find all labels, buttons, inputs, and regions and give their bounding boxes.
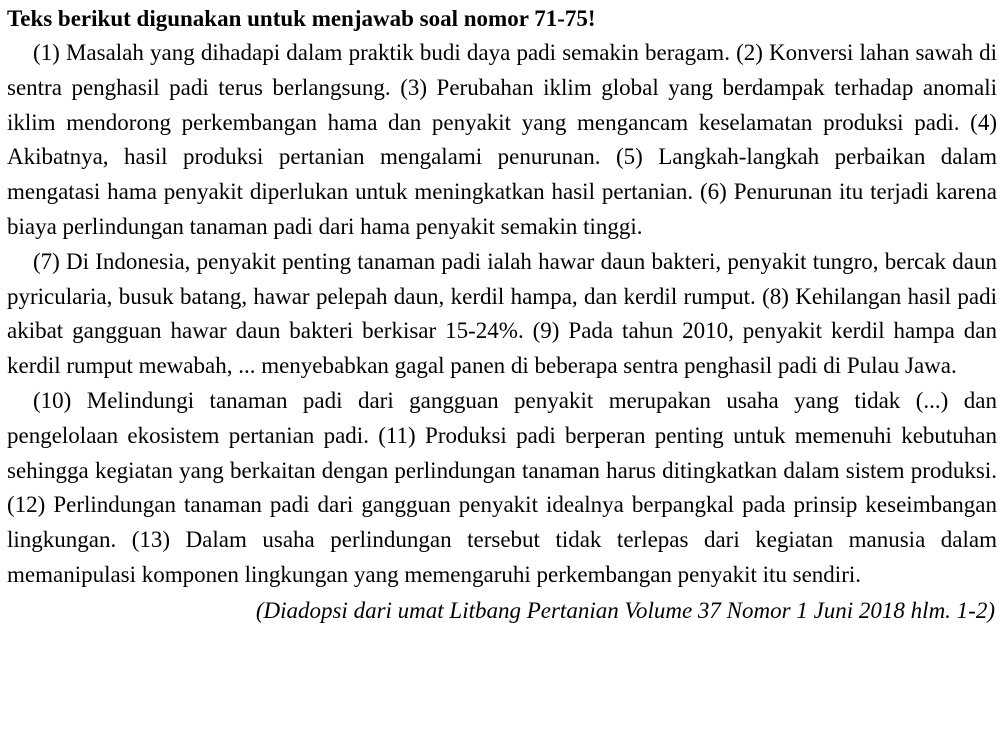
paragraph-1: (1) Masalah yang dihadapi dalam praktik budi daya padi semakin beragam. (2) Konversi lahan sawah di sentra penghasil padi terus berlangsung. (3) Perubahan iklim global yang berdampak terhadap anomali iklim mendorong perkembangan hama dan penyakit yang mengancam keselamatan produksi padi. (4) Akibatnya, hasil produksi pertanian mengalami penurunan. (5) Langkah-langkah perbaikan dalam mengatasi hama penyakit diperlukan untuk meningkatkan hasil pertanian. (6) Penurunan itu terjadi karena biaya perlindungan tanaman padi dari hama penyakit semakin tinggi. (7, 40, 997, 239)
instruction-heading: Teks berikut digunakan untuk menjawab soal nomor 71-75! (7, 6, 596, 31)
paragraph-3: (10) Melindungi tanaman padi dari gangguan penyakit merupakan usaha yang tidak (...) dan pengelolaan ekosistem pertanian padi. (11) Produksi padi berperan penting untuk memenuhi kebutuhan sehingga kegiatan yang berkaitan dengan perlindungan tanaman harus ditingkatkan dalam sistem produksi. (12) Perlindungan tanaman padi dari gangguan penyakit idealnya berpangkal pada prinsip keseimbangan lingkungan. (13) Dalam usaha perlindungan tersebut tidak terlepas dari kegiatan manusia dalam memanipulasi komponen lingkungan yang memengaruhi perkembangan penyakit itu sendiri. (7, 387, 997, 587)
paragraph-2: (7) Di Indonesia, penyakit penting tanaman padi ialah hawar daun bakteri, penyakit tungro, bercak daun pyricularia, busuk batang, hawar pelepah daun, kerdil hampa, dan kerdil rumput. (8) Kehilangan hasil padi akibat gangguan hawar daun bakteri berkisar 15-24%. (9) Pada tahun 2010, penyakit kerdil hampa dan kerdil rumput mewabah, ... menyebabkan gagal panen di beberapa sentra penghasil padi di Pulau Jawa. (7, 248, 997, 379)
source-citation: (Diadopsi dari umat Litbang Pertanian Volume 37 Nomor 1 Juni 2018 hlm. 1-2) (255, 597, 995, 623)
